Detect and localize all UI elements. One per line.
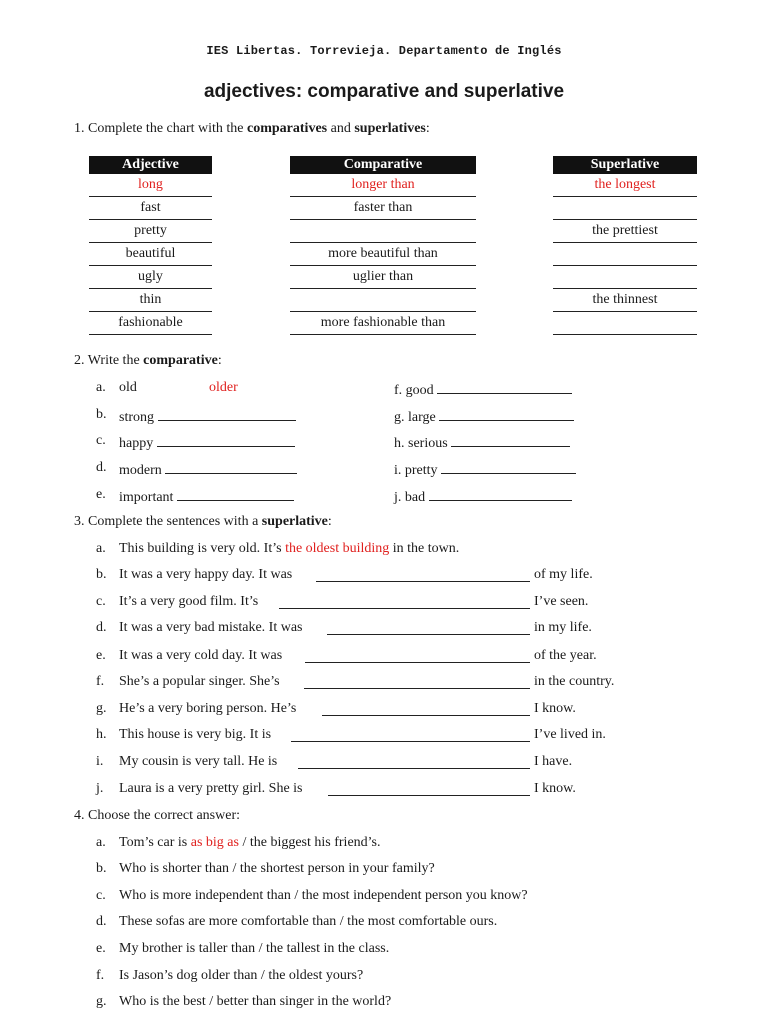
sentence-text: in the town. — [389, 541, 460, 556]
chart-cell: fast — [89, 197, 212, 220]
comparative-column — [290, 156, 476, 335]
comparative-header: Comparative — [290, 156, 476, 174]
answer-blank[interactable] — [304, 675, 530, 689]
list-item — [394, 380, 572, 399]
list-item: Who is more independent than / the most independent person you know? — [119, 888, 528, 903]
answer-blank[interactable] — [316, 568, 530, 582]
chart-cell[interactable] — [290, 220, 476, 243]
answer-text: as big as — [190, 835, 239, 850]
answer-blank[interactable] — [451, 433, 570, 447]
sentence-ending: in my life. — [534, 620, 592, 635]
sentence-ending: I’ve lived in. — [534, 727, 606, 742]
item-letter: g. — [96, 701, 107, 716]
item-letter: c. — [96, 433, 106, 448]
answer-blank[interactable] — [298, 755, 530, 769]
sentence-text: This building is very old. It’s — [119, 541, 286, 556]
page-header: IES Libertas. Torrevieja. Departamento de Inglés — [206, 44, 562, 58]
item-letter: f. — [96, 968, 105, 983]
answer-blank[interactable] — [328, 782, 530, 796]
chart-cell[interactable] — [553, 197, 697, 220]
item-letter: f. — [394, 383, 403, 398]
item-word: large — [408, 410, 436, 425]
list-item — [119, 460, 297, 479]
list-item — [394, 407, 574, 426]
chart-cell: thin — [89, 289, 212, 312]
list-item — [119, 674, 280, 690]
answer-blank[interactable] — [327, 621, 530, 635]
item-word: strong — [119, 410, 154, 425]
item-word: happy — [119, 436, 154, 451]
superlative-header: Superlative — [553, 156, 697, 174]
chart-cell: more beautiful than — [290, 243, 476, 266]
chart-cell[interactable] — [290, 289, 476, 312]
chart-cell[interactable] — [553, 243, 697, 266]
instruction-bold: comparatives — [247, 121, 328, 136]
item-letter: c. — [96, 594, 106, 609]
answer-blank[interactable] — [305, 649, 530, 663]
chart-cell[interactable] — [553, 266, 697, 289]
sentence-ending: I’ve seen. — [534, 594, 589, 609]
item-letter: j. — [394, 490, 402, 505]
sentence-text: My cousin is very tall. He is — [119, 754, 278, 769]
list-item: My brother is taller than / the tallest in the class. — [119, 941, 390, 956]
adjective-column — [89, 156, 212, 335]
section2-instruction — [74, 353, 222, 369]
item-letter: e. — [96, 941, 106, 956]
instruction-text: 1. Complete the chart with the — [74, 121, 248, 136]
superlative-column — [553, 156, 697, 335]
item-word: serious — [408, 436, 448, 451]
instruction-bold: superlative — [261, 514, 328, 529]
sentence-ending: I know. — [534, 701, 576, 716]
item-word: pretty — [404, 463, 438, 478]
answer-blank[interactable] — [429, 487, 572, 501]
item-letter: i. — [394, 463, 402, 478]
section4-instruction: 4. Choose the correct answer: — [74, 808, 240, 823]
item-letter: c. — [96, 888, 106, 903]
item-word: old — [119, 380, 137, 395]
answer-blank[interactable] — [291, 728, 530, 742]
answer-text: the oldest building — [285, 541, 390, 556]
list-item: These sofas are more comfortable than / the most comfortable ours. — [119, 914, 498, 929]
chart-cell: the thinnest — [553, 289, 697, 312]
instruction-text: and — [327, 121, 355, 136]
item-word: important — [119, 490, 174, 505]
list-item — [119, 487, 294, 506]
answer-blank[interactable] — [279, 595, 530, 609]
sentence-ending: in the country. — [534, 674, 615, 689]
section1-instruction — [74, 121, 430, 137]
list-item — [394, 460, 576, 479]
sentence-ending: of my life. — [534, 567, 593, 582]
item-letter: j. — [96, 781, 104, 796]
chart-cell: the longest — [553, 174, 697, 197]
list-item — [119, 835, 381, 851]
list-item — [119, 701, 296, 717]
answer-blank[interactable] — [437, 380, 572, 394]
item-letter: b. — [96, 567, 107, 582]
answer-blank[interactable] — [441, 460, 576, 474]
chart-cell: the prettiest — [553, 220, 697, 243]
item-letter: d. — [96, 620, 107, 635]
list-item — [119, 620, 303, 636]
list-item — [119, 594, 258, 610]
list-item — [394, 433, 570, 452]
sentence-text: She’s a popular singer. She’s — [119, 674, 280, 689]
chart-cell: long — [89, 174, 212, 197]
sentence-ending: I know. — [534, 781, 576, 796]
item-word: good — [405, 383, 434, 398]
item-letter: d. — [96, 460, 107, 475]
list-item: Is Jason’s dog older than / the oldest yours? — [119, 968, 364, 983]
answer-blank[interactable] — [322, 702, 530, 716]
instruction-text: 3. Complete the sentences with a — [74, 514, 262, 529]
item-letter: h. — [96, 727, 107, 742]
sentence-text: It’s a very good film. It’s — [119, 594, 259, 609]
answer-blank[interactable] — [177, 487, 294, 501]
item-letter: b. — [96, 861, 107, 876]
item-letter: a. — [96, 541, 106, 556]
item-letter: b. — [96, 407, 107, 422]
answer-text: older — [209, 380, 238, 395]
list-item: Who is shorter than / the shortest person in your family? — [119, 861, 435, 876]
sentence-text: Tom’s car is — [119, 835, 191, 850]
answer-blank[interactable] — [439, 407, 574, 421]
list-item — [119, 781, 303, 797]
item-letter: h. — [394, 436, 405, 451]
section3-instruction — [74, 514, 332, 530]
chart-cell: faster than — [290, 197, 476, 220]
chart-cell: beautiful — [89, 243, 212, 266]
sentence-ending: I have. — [534, 754, 573, 769]
chart-cell: longer than — [290, 174, 476, 197]
list-item — [119, 727, 271, 743]
sentence-ending: of the year. — [534, 648, 597, 663]
list-item — [119, 754, 277, 770]
sentence-text: / the biggest his friend’s. — [238, 835, 381, 850]
item-letter: a. — [96, 380, 106, 395]
instruction-bold: comparative — [143, 353, 218, 368]
item-letter: a. — [96, 835, 106, 850]
chart-cell[interactable] — [553, 312, 697, 335]
item-letter: d. — [96, 914, 107, 929]
instruction-text: : — [425, 121, 430, 136]
list-item — [119, 433, 295, 452]
chart-cell: ugly — [89, 266, 212, 289]
instruction-bold: superlatives — [354, 121, 426, 136]
list-item — [119, 407, 296, 426]
chart-cell: more fashionable than — [290, 312, 476, 335]
item-letter: e. — [96, 648, 106, 663]
sentence-text: It was a very bad mistake. It was — [119, 620, 303, 635]
chart-cell: fashionable — [89, 312, 212, 335]
instruction-text: : — [217, 353, 222, 368]
adjective-header: Adjective — [89, 156, 212, 174]
sentence-text: This house is very big. It is — [119, 727, 272, 742]
item-letter: f. — [96, 674, 105, 689]
sentence-text: He’s a very boring person. He’s — [119, 701, 297, 716]
chart-cell: uglier than — [290, 266, 476, 289]
item-word: modern — [119, 463, 162, 478]
item-letter: g. — [394, 410, 405, 425]
list-item — [119, 541, 459, 557]
list-item — [119, 648, 282, 664]
sentence-text: It was a very happy day. It was — [119, 567, 293, 582]
list-item — [119, 380, 238, 396]
instruction-text: 2. Write the — [74, 353, 144, 368]
answer-blank[interactable] — [165, 460, 297, 474]
item-letter: g. — [96, 994, 107, 1009]
answer-blank[interactable] — [157, 433, 295, 447]
sentence-text: It was a very cold day. It was — [119, 648, 283, 663]
chart-cell: pretty — [89, 220, 212, 243]
item-letter: i. — [96, 754, 104, 769]
item-word: bad — [404, 490, 426, 505]
list-item — [119, 567, 292, 583]
item-letter: e. — [96, 487, 106, 502]
page-title: adjectives: comparative and superlative — [203, 81, 565, 102]
answer-blank[interactable] — [158, 407, 296, 421]
list-item — [394, 487, 572, 506]
sentence-text: Laura is a very pretty girl. She is — [119, 781, 303, 796]
instruction-text: : — [327, 514, 332, 529]
list-item: Who is the best / better than singer in the world? — [119, 994, 392, 1009]
